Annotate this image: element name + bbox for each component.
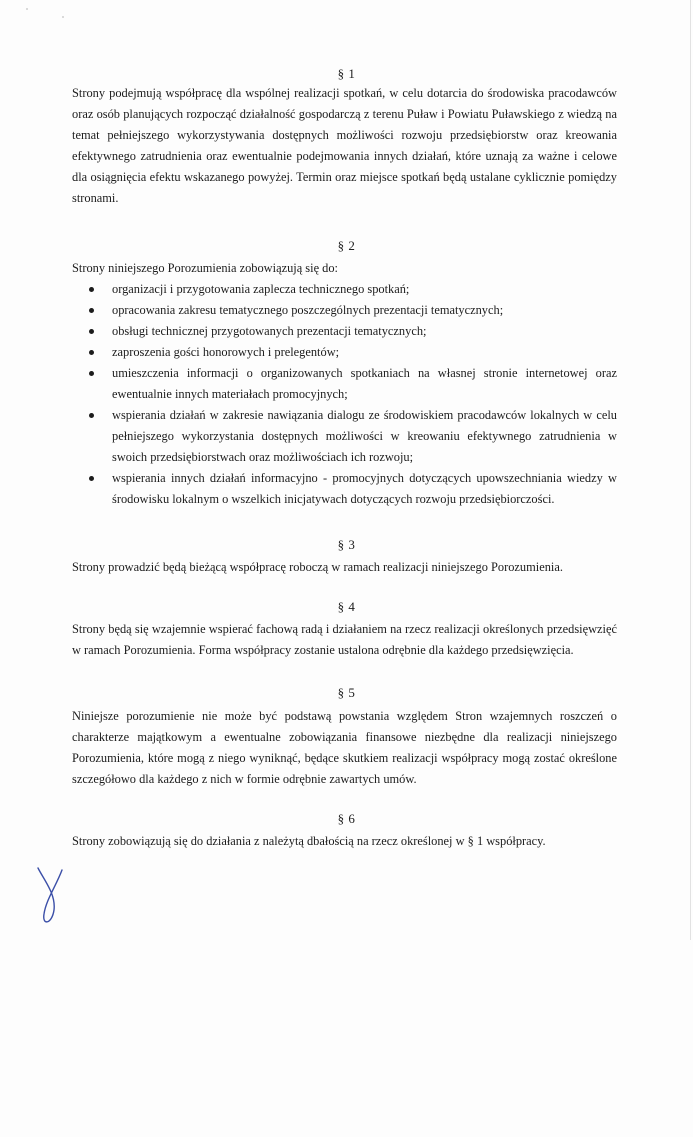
list-item (82, 279, 617, 300)
section-5-heading: § 5 (337, 685, 356, 700)
list-item-text: obsługi technicznej przygotowanych prezentacji tematycznych; (112, 324, 427, 338)
list-item-text: wspierania innych działań informacyjno - promocyjnych dotyczących upowszechniania wiedzy w środowisku lokalnym o wszelkich inicjatywach dotyczących rozwoju przedsiębiorczości. (112, 471, 617, 506)
bullet-icon (89, 476, 94, 481)
list-item (82, 468, 617, 510)
section-5-text: Niniejsze porozumienie nie może być podstawą powstania względem Stron wzajemnych roszczeń o charakterze majątkowym a ewentualne zobowiązania finansowe niezbędne dla realizacji niniejszego Porozumienia, które mogą z niego wyniknąć, będące skutkiem realizacji współpracy mogą zostać określone szczegółowo dla każdego z nich w formie odrębnie zawartych umów. (72, 709, 617, 786)
bullet-icon (89, 371, 94, 376)
bullet-icon (89, 308, 94, 313)
section-3-text: Strony prowadzić będą bieżącą współpracę roboczą w ramach realizacji niniejszego Porozumienia. (72, 560, 563, 574)
scan-speck (26, 8, 28, 10)
section-3-heading: § 3 (337, 537, 356, 552)
bullet-icon (89, 413, 94, 418)
page-edge-line (690, 0, 691, 940)
list-item (82, 342, 617, 363)
section-2-heading: § 2 (337, 238, 356, 253)
bullet-icon (89, 350, 94, 355)
section-2-intro: Strony niniejszego Porozumienia zobowiązują się do: (72, 261, 338, 275)
list-item (82, 321, 617, 342)
bullet-icon (89, 287, 94, 292)
list-item-text: organizacji i przygotowania zaplecza technicznego spotkań; (112, 282, 410, 296)
section-4-text: Strony będą się wzajemnie wspierać fachową radą i działaniem na rzecz realizacji określonych przedsięwzięć w ramach Porozumienia. Forma współpracy zostanie ustalona odrębnie dla każdego przedsięwzięcia. (72, 622, 617, 657)
section-1-text: Strony podejmują współpracę dla wspólnej realizacji spotkań, w celu dotarcia do środowiska pracodawców oraz osób planujących rozpocząć działalność gospodarczą z terenu Puław i Powiatu Puławskiego z wiedzą na temat pełniejszego wykorzystywania dostępnych możliwości rozwoju przedsiębiorstw oraz kreowania efektywnego zatrudnienia oraz ewentualnie podejmowania innych działań, które uznają za ważne i celowe dla osiągnięcia efektu wskazanego powyżej. Termin oraz miejsce spotkań będą ustalane cyklicznie pomiędzy stronami. (72, 86, 617, 205)
scan-speck (62, 16, 64, 18)
section-2-obligations-list (82, 279, 617, 510)
list-item-text: umieszczenia informacji o organizowanych spotkaniach na własnej stronie internetowej oraz ewentualnie innych materiałach promocyjnych; (112, 366, 617, 401)
section-4-heading: § 4 (337, 599, 356, 614)
list-item-text: opracowania zakresu tematycznego poszczególnych prezentacji tematycznych; (112, 303, 504, 317)
list-item (82, 363, 617, 405)
list-item-text: wspierania działań w zakresie nawiązania dialogu ze środowiskiem pracodawców lokalnych w celu pełniejszego wykorzystania dostępnych możliwości w kreowaniu efektywnego zatrudnienia w swoich przedsiębiorstwach oraz możliwościach ich rozwoju; (112, 408, 617, 464)
section-6-heading: § 6 (337, 811, 356, 826)
list-item (82, 300, 617, 321)
list-item (82, 405, 617, 468)
handwritten-initial-signature (30, 866, 70, 930)
bullet-icon (89, 329, 94, 334)
section-1-heading: § 1 (337, 66, 356, 81)
list-item-text: zaproszenia gości honorowych i prelegentów; (112, 345, 340, 359)
section-6-text: Strony zobowiązują się do działania z należytą dbałością na rzecz określonej w § 1 współpracy. (72, 834, 546, 848)
